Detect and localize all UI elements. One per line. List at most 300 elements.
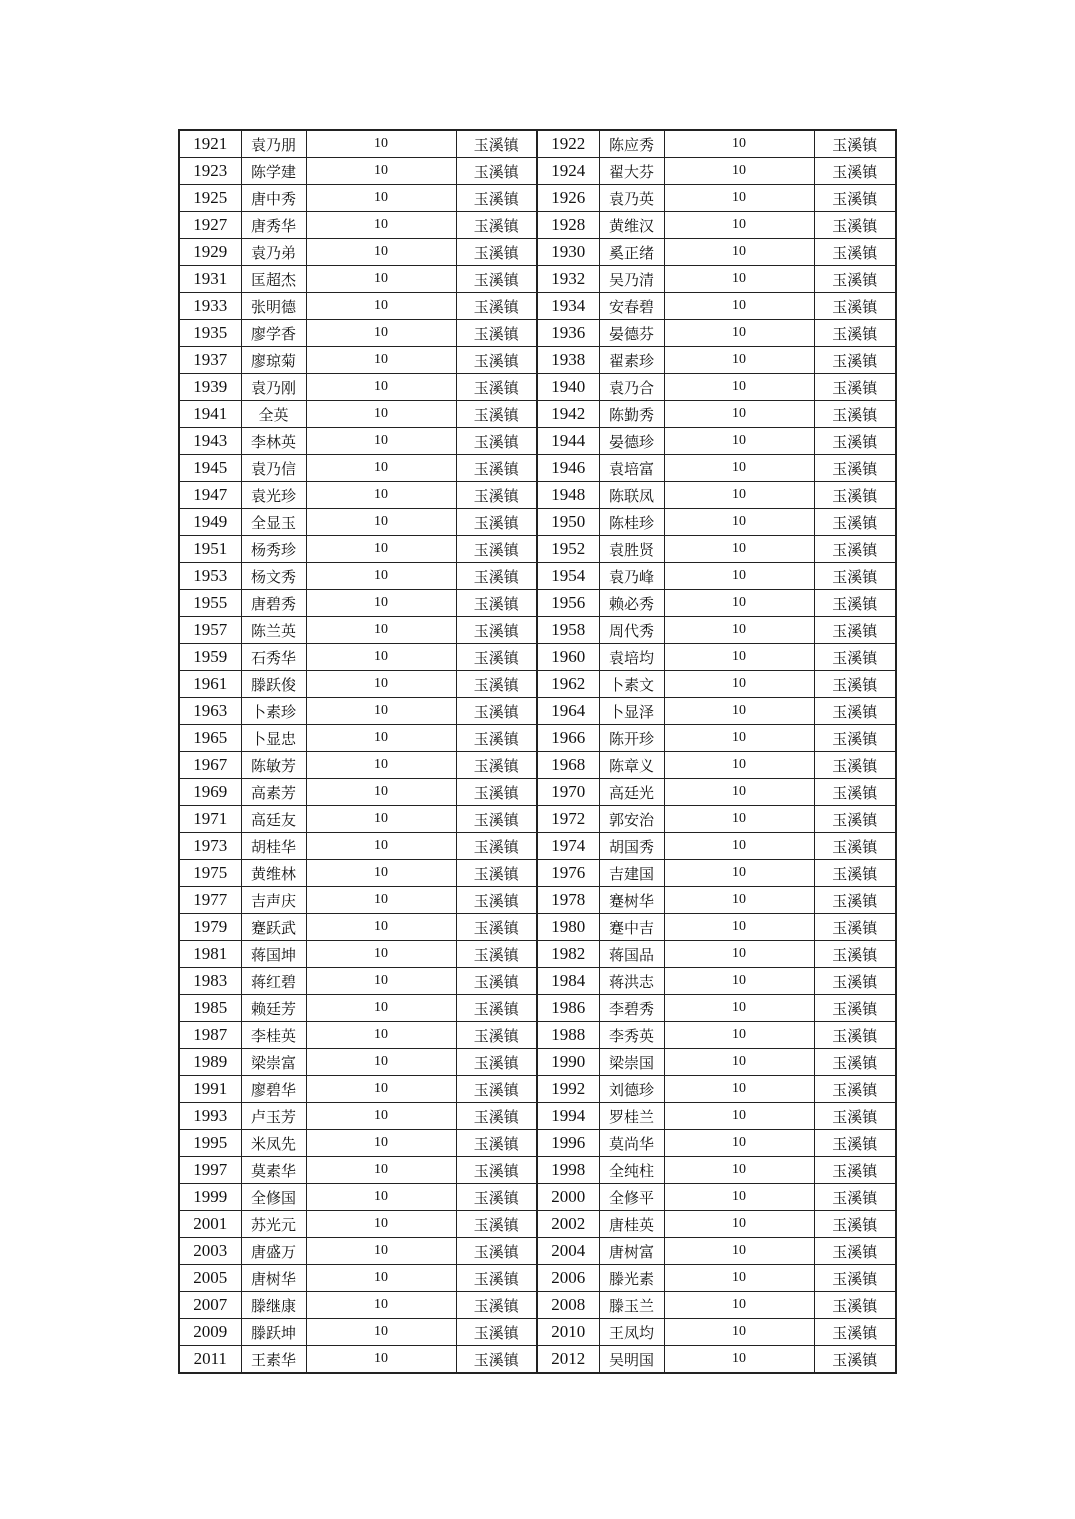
amount-cell: 10 — [306, 401, 456, 428]
amount-cell: 10 — [306, 563, 456, 590]
town-cell: 玉溪镇 — [456, 1238, 537, 1265]
town-cell: 玉溪镇 — [456, 806, 537, 833]
town-cell: 玉溪镇 — [456, 1076, 537, 1103]
amount-cell: 10 — [306, 698, 456, 725]
person-name-cell: 卜显忠 — [241, 725, 306, 752]
person-name-cell: 高廷光 — [599, 779, 664, 806]
amount-cell: 10 — [664, 1211, 814, 1238]
record-number-cell: 1929 — [179, 239, 241, 266]
town-cell: 玉溪镇 — [814, 617, 896, 644]
table-row — [179, 455, 896, 482]
table-row — [179, 968, 896, 995]
person-name-cell: 廖学香 — [241, 320, 306, 347]
town-cell: 玉溪镇 — [456, 212, 537, 239]
amount-cell: 10 — [306, 1184, 456, 1211]
table-row — [179, 752, 896, 779]
table-row — [179, 887, 896, 914]
person-name-cell: 胡桂华 — [241, 833, 306, 860]
amount-cell: 10 — [306, 806, 456, 833]
amount-cell: 10 — [306, 617, 456, 644]
person-name-cell: 袁乃朋 — [241, 130, 306, 158]
table-row — [179, 1292, 896, 1319]
person-name-cell: 莫素华 — [241, 1157, 306, 1184]
amount-cell: 10 — [306, 158, 456, 185]
amount-cell: 10 — [306, 1292, 456, 1319]
person-name-cell: 吴明国 — [599, 1346, 664, 1374]
town-cell: 玉溪镇 — [456, 833, 537, 860]
person-name-cell: 王凤均 — [599, 1319, 664, 1346]
person-name-cell: 赖必秀 — [599, 590, 664, 617]
person-name-cell: 唐树富 — [599, 1238, 664, 1265]
amount-cell: 10 — [664, 239, 814, 266]
record-number-cell: 1957 — [179, 617, 241, 644]
record-number-cell: 1965 — [179, 725, 241, 752]
record-number-cell: 1999 — [179, 1184, 241, 1211]
table-row — [179, 806, 896, 833]
record-number-cell: 1991 — [179, 1076, 241, 1103]
person-name-cell: 高廷友 — [241, 806, 306, 833]
town-cell: 玉溪镇 — [456, 887, 537, 914]
person-name-cell: 刘德珍 — [599, 1076, 664, 1103]
person-name-cell: 梁崇国 — [599, 1049, 664, 1076]
person-name-cell: 唐秀华 — [241, 212, 306, 239]
town-cell: 玉溪镇 — [456, 239, 537, 266]
town-cell: 玉溪镇 — [456, 1103, 537, 1130]
person-name-cell: 蒋红碧 — [241, 968, 306, 995]
person-name-cell: 滕跃坤 — [241, 1319, 306, 1346]
record-number-cell: 1950 — [537, 509, 599, 536]
person-name-cell: 袁光珍 — [241, 482, 306, 509]
amount-cell: 10 — [664, 644, 814, 671]
town-cell: 玉溪镇 — [456, 779, 537, 806]
town-cell: 玉溪镇 — [814, 212, 896, 239]
amount-cell: 10 — [306, 455, 456, 482]
town-cell: 玉溪镇 — [456, 644, 537, 671]
person-name-cell: 袁培均 — [599, 644, 664, 671]
table-row — [179, 509, 896, 536]
person-name-cell: 王素华 — [241, 1346, 306, 1374]
town-cell: 玉溪镇 — [456, 914, 537, 941]
amount-cell: 10 — [664, 1292, 814, 1319]
table-body — [179, 130, 896, 1373]
town-cell: 玉溪镇 — [814, 320, 896, 347]
record-number-cell: 2000 — [537, 1184, 599, 1211]
table-row — [179, 130, 896, 158]
town-cell: 玉溪镇 — [814, 158, 896, 185]
person-name-cell: 晏德芬 — [599, 320, 664, 347]
record-number-cell: 1922 — [537, 130, 599, 158]
person-name-cell: 杨文秀 — [241, 563, 306, 590]
table-row — [179, 860, 896, 887]
town-cell: 玉溪镇 — [814, 347, 896, 374]
town-cell: 玉溪镇 — [456, 1157, 537, 1184]
town-cell: 玉溪镇 — [814, 1346, 896, 1374]
record-number-cell: 1981 — [179, 941, 241, 968]
table-row — [179, 563, 896, 590]
roster-table — [178, 129, 897, 1374]
amount-cell: 10 — [306, 509, 456, 536]
person-name-cell: 翟素珍 — [599, 347, 664, 374]
town-cell: 玉溪镇 — [456, 860, 537, 887]
town-cell: 玉溪镇 — [814, 941, 896, 968]
town-cell: 玉溪镇 — [456, 671, 537, 698]
town-cell: 玉溪镇 — [814, 482, 896, 509]
amount-cell: 10 — [306, 1238, 456, 1265]
person-name-cell: 吴乃清 — [599, 266, 664, 293]
record-number-cell: 1923 — [179, 158, 241, 185]
person-name-cell: 蒋国坤 — [241, 941, 306, 968]
town-cell: 玉溪镇 — [814, 455, 896, 482]
amount-cell: 10 — [306, 779, 456, 806]
town-cell: 玉溪镇 — [456, 1211, 537, 1238]
record-number-cell: 1930 — [537, 239, 599, 266]
person-name-cell: 蒋洪志 — [599, 968, 664, 995]
table-row — [179, 1076, 896, 1103]
person-name-cell: 袁乃合 — [599, 374, 664, 401]
person-name-cell: 袁乃刚 — [241, 374, 306, 401]
amount-cell: 10 — [306, 185, 456, 212]
town-cell: 玉溪镇 — [456, 158, 537, 185]
person-name-cell: 滕跃俊 — [241, 671, 306, 698]
town-cell: 玉溪镇 — [814, 1184, 896, 1211]
amount-cell: 10 — [306, 1346, 456, 1374]
amount-cell: 10 — [664, 347, 814, 374]
amount-cell: 10 — [306, 725, 456, 752]
amount-cell: 10 — [664, 212, 814, 239]
town-cell: 玉溪镇 — [814, 671, 896, 698]
town-cell: 玉溪镇 — [456, 266, 537, 293]
table-row — [179, 1238, 896, 1265]
record-number-cell: 1937 — [179, 347, 241, 374]
table-row — [179, 374, 896, 401]
record-number-cell: 1985 — [179, 995, 241, 1022]
person-name-cell: 莫尚华 — [599, 1130, 664, 1157]
table-row — [179, 698, 896, 725]
table-row — [179, 1265, 896, 1292]
table-row — [179, 1103, 896, 1130]
record-number-cell: 1998 — [537, 1157, 599, 1184]
record-number-cell: 1994 — [537, 1103, 599, 1130]
person-name-cell: 全纯柱 — [599, 1157, 664, 1184]
record-number-cell: 2005 — [179, 1265, 241, 1292]
town-cell: 玉溪镇 — [814, 239, 896, 266]
person-name-cell: 李秀英 — [599, 1022, 664, 1049]
record-number-cell: 1941 — [179, 401, 241, 428]
person-name-cell: 唐桂英 — [599, 1211, 664, 1238]
amount-cell: 10 — [306, 968, 456, 995]
town-cell: 玉溪镇 — [456, 185, 537, 212]
record-number-cell: 1961 — [179, 671, 241, 698]
amount-cell: 10 — [306, 1265, 456, 1292]
person-name-cell: 安春碧 — [599, 293, 664, 320]
town-cell: 玉溪镇 — [456, 1346, 537, 1374]
town-cell: 玉溪镇 — [456, 1319, 537, 1346]
town-cell: 玉溪镇 — [456, 1265, 537, 1292]
table-row — [179, 212, 896, 239]
amount-cell: 10 — [306, 887, 456, 914]
record-number-cell: 2007 — [179, 1292, 241, 1319]
person-name-cell: 卢玉芳 — [241, 1103, 306, 1130]
amount-cell: 10 — [306, 941, 456, 968]
town-cell: 玉溪镇 — [456, 1049, 537, 1076]
person-name-cell: 陈勤秀 — [599, 401, 664, 428]
town-cell: 玉溪镇 — [814, 401, 896, 428]
town-cell: 玉溪镇 — [456, 941, 537, 968]
person-name-cell: 翟大芬 — [599, 158, 664, 185]
town-cell: 玉溪镇 — [814, 590, 896, 617]
town-cell: 玉溪镇 — [814, 293, 896, 320]
record-number-cell: 1978 — [537, 887, 599, 914]
amount-cell: 10 — [306, 1319, 456, 1346]
record-number-cell: 1931 — [179, 266, 241, 293]
record-number-cell: 1921 — [179, 130, 241, 158]
record-number-cell: 1928 — [537, 212, 599, 239]
person-name-cell: 滕继康 — [241, 1292, 306, 1319]
person-name-cell: 卜显泽 — [599, 698, 664, 725]
record-number-cell: 2011 — [179, 1346, 241, 1374]
town-cell: 玉溪镇 — [814, 833, 896, 860]
table-row — [179, 293, 896, 320]
person-name-cell: 李碧秀 — [599, 995, 664, 1022]
record-number-cell: 1968 — [537, 752, 599, 779]
person-name-cell: 吉建国 — [599, 860, 664, 887]
record-number-cell: 1977 — [179, 887, 241, 914]
amount-cell: 10 — [306, 293, 456, 320]
person-name-cell: 蹇跃武 — [241, 914, 306, 941]
table-row — [179, 590, 896, 617]
table-row — [179, 536, 896, 563]
town-cell: 玉溪镇 — [456, 1184, 537, 1211]
town-cell: 玉溪镇 — [456, 617, 537, 644]
amount-cell: 10 — [664, 590, 814, 617]
town-cell: 玉溪镇 — [456, 374, 537, 401]
town-cell: 玉溪镇 — [814, 752, 896, 779]
person-name-cell: 唐碧秀 — [241, 590, 306, 617]
record-number-cell: 2009 — [179, 1319, 241, 1346]
table-row — [179, 833, 896, 860]
amount-cell: 10 — [306, 1022, 456, 1049]
record-number-cell: 2012 — [537, 1346, 599, 1374]
person-name-cell: 全显玉 — [241, 509, 306, 536]
record-number-cell: 1939 — [179, 374, 241, 401]
town-cell: 玉溪镇 — [456, 293, 537, 320]
record-number-cell: 1926 — [537, 185, 599, 212]
record-number-cell: 2008 — [537, 1292, 599, 1319]
record-number-cell: 1949 — [179, 509, 241, 536]
amount-cell: 10 — [664, 320, 814, 347]
record-number-cell: 1940 — [537, 374, 599, 401]
amount-cell: 10 — [664, 779, 814, 806]
town-cell: 玉溪镇 — [456, 428, 537, 455]
person-name-cell: 石秀华 — [241, 644, 306, 671]
record-number-cell: 1984 — [537, 968, 599, 995]
record-number-cell: 1942 — [537, 401, 599, 428]
record-number-cell: 1972 — [537, 806, 599, 833]
record-number-cell: 1935 — [179, 320, 241, 347]
table-row — [179, 1319, 896, 1346]
person-name-cell: 陈章义 — [599, 752, 664, 779]
person-name-cell: 唐树华 — [241, 1265, 306, 1292]
table-row — [179, 266, 896, 293]
person-name-cell: 廖琼菊 — [241, 347, 306, 374]
town-cell: 玉溪镇 — [814, 1292, 896, 1319]
amount-cell: 10 — [664, 1076, 814, 1103]
record-number-cell: 1960 — [537, 644, 599, 671]
amount-cell: 10 — [664, 617, 814, 644]
person-name-cell: 陈应秀 — [599, 130, 664, 158]
record-number-cell: 1938 — [537, 347, 599, 374]
record-number-cell: 2006 — [537, 1265, 599, 1292]
person-name-cell: 高素芳 — [241, 779, 306, 806]
record-number-cell: 1946 — [537, 455, 599, 482]
record-number-cell: 1932 — [537, 266, 599, 293]
town-cell: 玉溪镇 — [814, 887, 896, 914]
amount-cell: 10 — [306, 914, 456, 941]
town-cell: 玉溪镇 — [814, 1076, 896, 1103]
amount-cell: 10 — [664, 374, 814, 401]
record-number-cell: 1948 — [537, 482, 599, 509]
amount-cell: 10 — [306, 130, 456, 158]
person-name-cell: 全修平 — [599, 1184, 664, 1211]
town-cell: 玉溪镇 — [456, 698, 537, 725]
amount-cell: 10 — [664, 482, 814, 509]
town-cell: 玉溪镇 — [456, 130, 537, 158]
table-row — [179, 914, 896, 941]
amount-cell: 10 — [664, 752, 814, 779]
person-name-cell: 袁培富 — [599, 455, 664, 482]
person-name-cell: 黄维汉 — [599, 212, 664, 239]
record-number-cell: 1967 — [179, 752, 241, 779]
town-cell: 玉溪镇 — [456, 1022, 537, 1049]
record-number-cell: 1975 — [179, 860, 241, 887]
record-number-cell: 1993 — [179, 1103, 241, 1130]
amount-cell: 10 — [306, 1157, 456, 1184]
amount-cell: 10 — [306, 536, 456, 563]
record-number-cell: 1989 — [179, 1049, 241, 1076]
town-cell: 玉溪镇 — [456, 752, 537, 779]
record-number-cell: 1971 — [179, 806, 241, 833]
amount-cell: 10 — [306, 1076, 456, 1103]
town-cell: 玉溪镇 — [456, 536, 537, 563]
amount-cell: 10 — [306, 239, 456, 266]
record-number-cell: 1990 — [537, 1049, 599, 1076]
amount-cell: 10 — [664, 130, 814, 158]
amount-cell: 10 — [664, 1103, 814, 1130]
record-number-cell: 2001 — [179, 1211, 241, 1238]
record-number-cell: 1964 — [537, 698, 599, 725]
table-row — [179, 1130, 896, 1157]
person-name-cell: 袁乃英 — [599, 185, 664, 212]
person-name-cell: 蹇中吉 — [599, 914, 664, 941]
amount-cell: 10 — [664, 401, 814, 428]
person-name-cell: 袁胜贤 — [599, 536, 664, 563]
person-name-cell: 李林英 — [241, 428, 306, 455]
person-name-cell: 陈兰英 — [241, 617, 306, 644]
record-number-cell: 1927 — [179, 212, 241, 239]
amount-cell: 10 — [664, 536, 814, 563]
amount-cell: 10 — [664, 266, 814, 293]
town-cell: 玉溪镇 — [456, 455, 537, 482]
person-name-cell: 袁乃峰 — [599, 563, 664, 590]
amount-cell: 10 — [306, 995, 456, 1022]
table-row — [179, 1022, 896, 1049]
record-number-cell: 1995 — [179, 1130, 241, 1157]
person-name-cell: 赖廷芳 — [241, 995, 306, 1022]
table-row — [179, 401, 896, 428]
record-number-cell: 1962 — [537, 671, 599, 698]
amount-cell: 10 — [306, 590, 456, 617]
person-name-cell: 吉声庆 — [241, 887, 306, 914]
table-row — [179, 482, 896, 509]
amount-cell: 10 — [664, 806, 814, 833]
record-number-cell: 1973 — [179, 833, 241, 860]
table-row — [179, 779, 896, 806]
record-number-cell: 1996 — [537, 1130, 599, 1157]
record-number-cell: 1924 — [537, 158, 599, 185]
person-name-cell: 滕玉兰 — [599, 1292, 664, 1319]
town-cell: 玉溪镇 — [456, 347, 537, 374]
table-row — [179, 995, 896, 1022]
person-name-cell: 杨秀珍 — [241, 536, 306, 563]
table-row — [179, 320, 896, 347]
amount-cell: 10 — [306, 428, 456, 455]
town-cell: 玉溪镇 — [814, 1319, 896, 1346]
town-cell: 玉溪镇 — [814, 1049, 896, 1076]
record-number-cell: 1980 — [537, 914, 599, 941]
table-row — [179, 644, 896, 671]
town-cell: 玉溪镇 — [814, 806, 896, 833]
amount-cell: 10 — [664, 671, 814, 698]
person-name-cell: 晏德珍 — [599, 428, 664, 455]
table-row — [179, 1049, 896, 1076]
amount-cell: 10 — [664, 914, 814, 941]
amount-cell: 10 — [306, 644, 456, 671]
record-number-cell: 1974 — [537, 833, 599, 860]
amount-cell: 10 — [664, 293, 814, 320]
amount-cell: 10 — [664, 455, 814, 482]
amount-cell: 10 — [664, 1265, 814, 1292]
amount-cell: 10 — [306, 482, 456, 509]
amount-cell: 10 — [664, 158, 814, 185]
record-number-cell: 1951 — [179, 536, 241, 563]
amount-cell: 10 — [306, 833, 456, 860]
person-name-cell: 米凤先 — [241, 1130, 306, 1157]
person-name-cell: 陈开珍 — [599, 725, 664, 752]
person-name-cell: 陈学建 — [241, 158, 306, 185]
town-cell: 玉溪镇 — [814, 1103, 896, 1130]
record-number-cell: 2010 — [537, 1319, 599, 1346]
amount-cell: 10 — [664, 725, 814, 752]
person-name-cell: 胡国秀 — [599, 833, 664, 860]
amount-cell: 10 — [306, 212, 456, 239]
person-name-cell: 袁乃信 — [241, 455, 306, 482]
town-cell: 玉溪镇 — [814, 1130, 896, 1157]
town-cell: 玉溪镇 — [814, 1265, 896, 1292]
table-row — [179, 941, 896, 968]
town-cell: 玉溪镇 — [456, 509, 537, 536]
amount-cell: 10 — [664, 563, 814, 590]
record-number-cell: 1944 — [537, 428, 599, 455]
amount-cell: 10 — [664, 887, 814, 914]
amount-cell: 10 — [306, 1103, 456, 1130]
amount-cell: 10 — [306, 266, 456, 293]
table-row — [179, 428, 896, 455]
record-number-cell: 1976 — [537, 860, 599, 887]
town-cell: 玉溪镇 — [814, 725, 896, 752]
town-cell: 玉溪镇 — [456, 401, 537, 428]
person-name-cell: 蹇树华 — [599, 887, 664, 914]
amount-cell: 10 — [306, 1130, 456, 1157]
